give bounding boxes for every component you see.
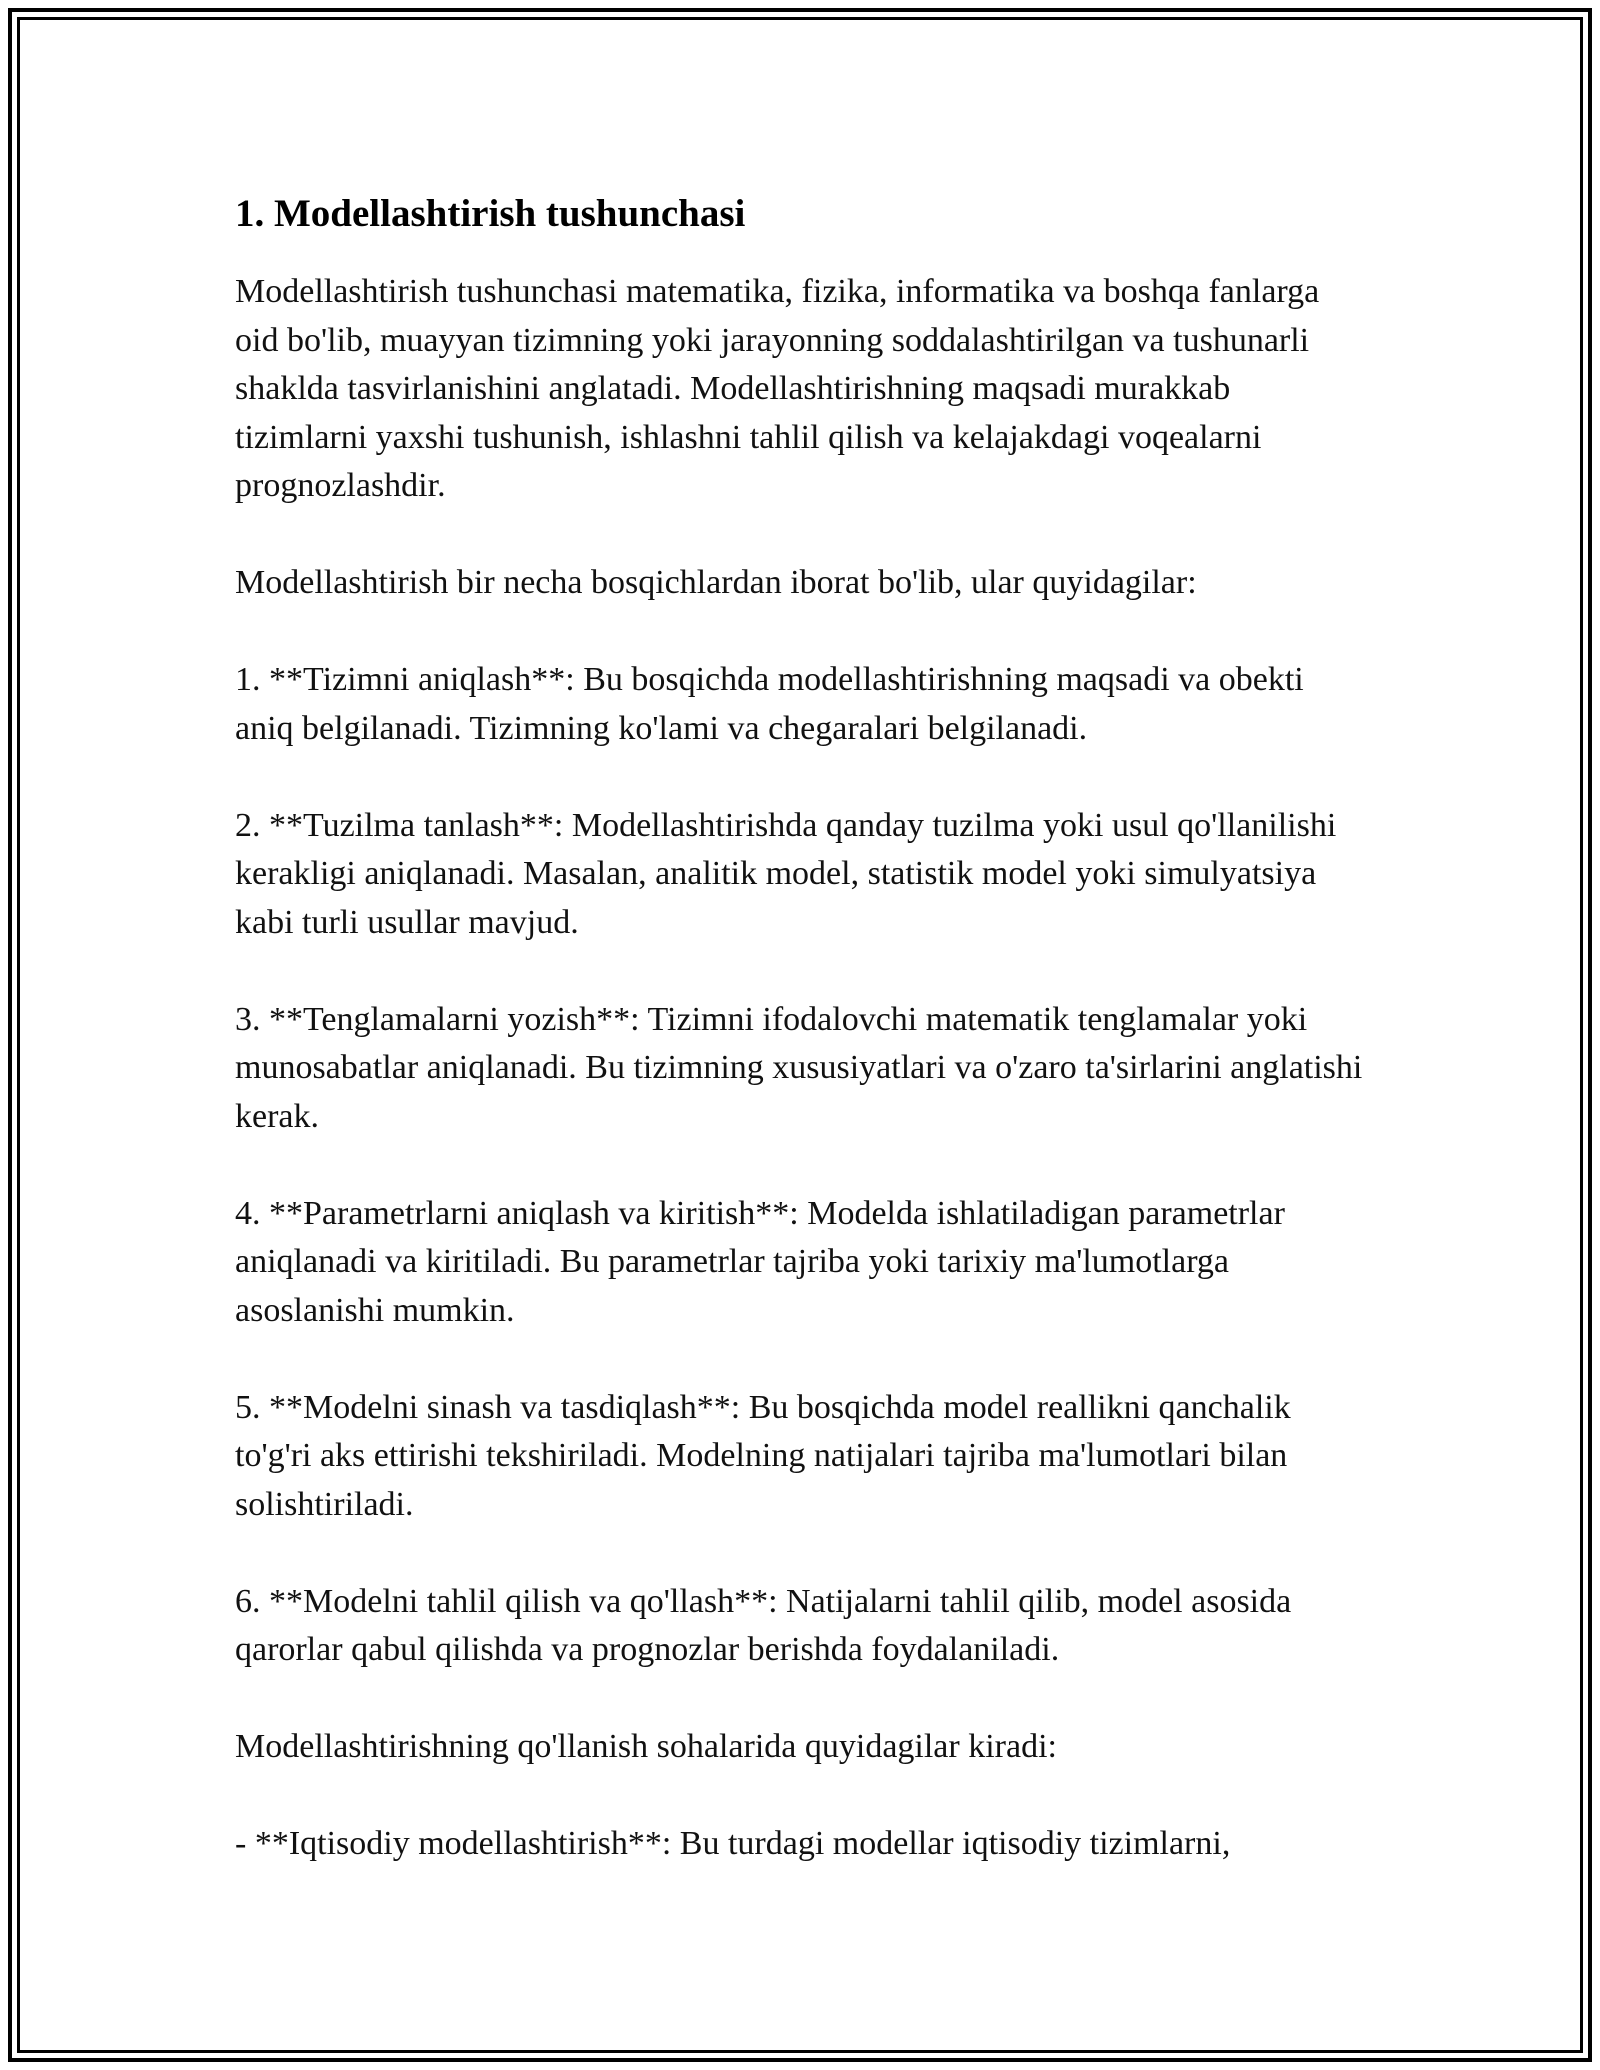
stage-3-paragraph: 3. **Tenglamalarni yozish**: Tizimni ifodalovchi matematik tenglamalar yoki munosabatlar aniqlanadi. Bu tizimning xususiyatlari va o'zaro ta'sirlarini anglatishi kerak. — [235, 1000, 1363, 1135]
application-item-economic: - **Iqtisodiy modellashtirish**: Bu turdagi modellar iqtisodiy tizimlarni, — [235, 1825, 1231, 1862]
section-title: 1. Modellashtirish tushunchasi — [235, 192, 746, 235]
stage-2-paragraph: 2. **Tuzilma tanlash**: Modellashtirishda qanday tuzilma yoki usul qo'llanilishi kerakligi aniqlanadi. Masalan, analitik model, statistik model yoki simulyatsiya kabi turli usullar mavjud. — [235, 806, 1337, 941]
applications-lead-paragraph: Modellashtirishning qo'llanish sohalarida quyidagilar kiradi: — [235, 1728, 1057, 1765]
stage-1-paragraph: 1. **Tizimni aniqlash**: Bu bosqichda modellashtirishning maqsadi va obekti aniq belgilanadi. Tizimning ko'lami va chegaralari belgilanadi. — [235, 661, 1304, 747]
stage-6-paragraph: 6. **Modelni tahlil qilish va qo'llash**: Natijalarni tahlil qilib, model asosida qarorlar qabul qilishda va prognozlar berishda foydalaniladi. — [235, 1582, 1292, 1668]
stages-lead-paragraph: Modellashtirish bir necha bosqichlardan iborat bo'lib, ular quyidagilar: — [235, 564, 1197, 601]
intro-paragraph: Modellashtirish tushunchasi matematika, fizika, informatika va boshqa fanlarga oid bo'lib, muayyan tizimning yoki jarayonning soddalashtirilgan va tushunarli shaklda tasvirlanishini anglatadi. Modellashtirishning maqsadi murakkab tizimlarni yaxshi tushunish, ishlashni tahlil qilish va kelajakdagi voqealarni prognozlashdir. — [235, 273, 1320, 504]
stage-4-paragraph: 4. **Parametrlarni aniqlash va kiritish**: Modelda ishlatiladigan parametrlar aniqlanadi va kiritiladi. Bu parametrlar tajriba yoki tarixiy ma'lumotlarga asoslanishi mumkin. — [235, 1194, 1285, 1329]
document-body — [235, 186, 1365, 1869]
stage-5-paragraph: 5. **Modelni sinash va tasdiqlash**: Bu bosqichda model reallikni qanchalik to'g'ri aks ettirishi tekshiriladi. Modelning natijalari tajriba ma'lumotlari bilan solishtiriladi. — [235, 1388, 1291, 1523]
